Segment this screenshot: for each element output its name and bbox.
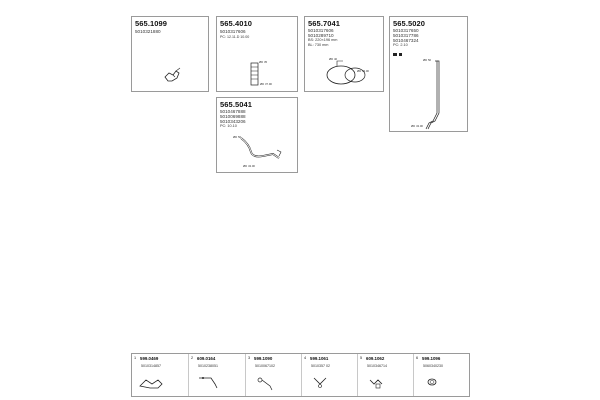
accessory-cell <box>189 354 246 396</box>
dimension-label: ØD 37.90 <box>260 82 272 86</box>
part-code: BS: 220×196 mm <box>308 38 338 42</box>
muffler-icon <box>319 57 375 91</box>
dimension-label: ØD 50 <box>233 135 242 139</box>
accessory-cell <box>414 354 469 396</box>
accessory-part-number: 609.1062 <box>366 356 385 361</box>
accessory-code: 5010346714 <box>367 364 387 368</box>
accessory-code: 5010238051 <box>198 364 218 368</box>
mounting-ring-icon <box>364 374 390 392</box>
part-number: 565.7041 <box>308 19 341 28</box>
part-code: 5010321880 <box>135 29 161 34</box>
clamp-icon <box>160 63 186 87</box>
accessory-cell <box>246 354 302 396</box>
part-code: BL: 730 mm <box>308 43 329 47</box>
dimension-label: ØD 43.00 <box>411 124 423 128</box>
dimension-label: ØD 43.00 <box>243 164 255 168</box>
clamp-icon <box>138 374 164 392</box>
tailpipe-icon <box>393 51 453 131</box>
part-code: 5010069888 <box>220 114 246 119</box>
part-code: PC: 10.10 <box>220 124 237 128</box>
accessory-part-number: 609.0164 <box>197 356 216 361</box>
accessory-cell <box>302 354 358 396</box>
part-code: 5010467888 <box>220 109 246 114</box>
dimension-label: ØD 43.00 <box>357 69 369 73</box>
accessory-index: 3 <box>248 356 251 360</box>
part-code: PC: 2.10 <box>393 43 408 47</box>
part-card <box>216 97 298 173</box>
part-card <box>304 16 384 92</box>
dimension-label: ØD 50 <box>423 58 432 62</box>
accessory-part-number: 599.1061 <box>310 356 329 361</box>
accessory-index: 1 <box>134 356 137 360</box>
pipe-icon <box>243 57 287 91</box>
part-code: 5010467324 <box>393 38 419 43</box>
part-code: 5010289710 <box>308 33 334 38</box>
dimension-label: ØD 40 <box>329 57 338 61</box>
part-number: 565.5020 <box>393 19 426 28</box>
part-number: 565.5041 <box>220 100 253 109</box>
hanger-icon <box>308 374 334 392</box>
gasket-icon <box>420 374 446 392</box>
part-number: 565.4010 <box>220 19 253 28</box>
part-code: 5010317606 <box>308 28 334 33</box>
part-code: PC: 12.11.D 10.00 <box>220 35 250 39</box>
part-code: 5010317786 <box>393 33 419 38</box>
accessory-cell <box>132 354 189 396</box>
accessory-index: 5 <box>360 356 363 360</box>
rubber-mount-icon <box>252 374 278 392</box>
accessory-part-number: 599.0469 <box>140 356 159 361</box>
accessory-part-number: 599.1096 <box>422 356 441 361</box>
part-card <box>131 16 209 92</box>
dimension-label: ØD 35 <box>259 60 268 64</box>
accessory-part-number: 599.1090 <box>254 356 273 361</box>
accessory-code: 5010067102 <box>255 364 275 368</box>
accessory-index: 2 <box>191 356 194 360</box>
bracket-icon <box>195 374 221 392</box>
part-number: 565.1099 <box>135 19 168 28</box>
part-code: 5010317650 <box>393 28 419 33</box>
part-code: 5010317606 <box>220 29 246 34</box>
part-card <box>389 16 468 132</box>
accessory-strip <box>131 353 470 397</box>
part-code: 5010343206 <box>220 119 246 124</box>
accessory-index: 6 <box>416 356 419 360</box>
accessory-cell <box>358 354 414 396</box>
accessory-code: 5060340230 <box>423 364 443 368</box>
accessory-index: 4 <box>304 356 307 360</box>
accessory-code: 5010314857 <box>141 364 161 368</box>
part-card <box>216 16 298 92</box>
accessory-code: 5010357 02 <box>311 364 330 368</box>
bent-pipe-icon <box>229 132 291 170</box>
